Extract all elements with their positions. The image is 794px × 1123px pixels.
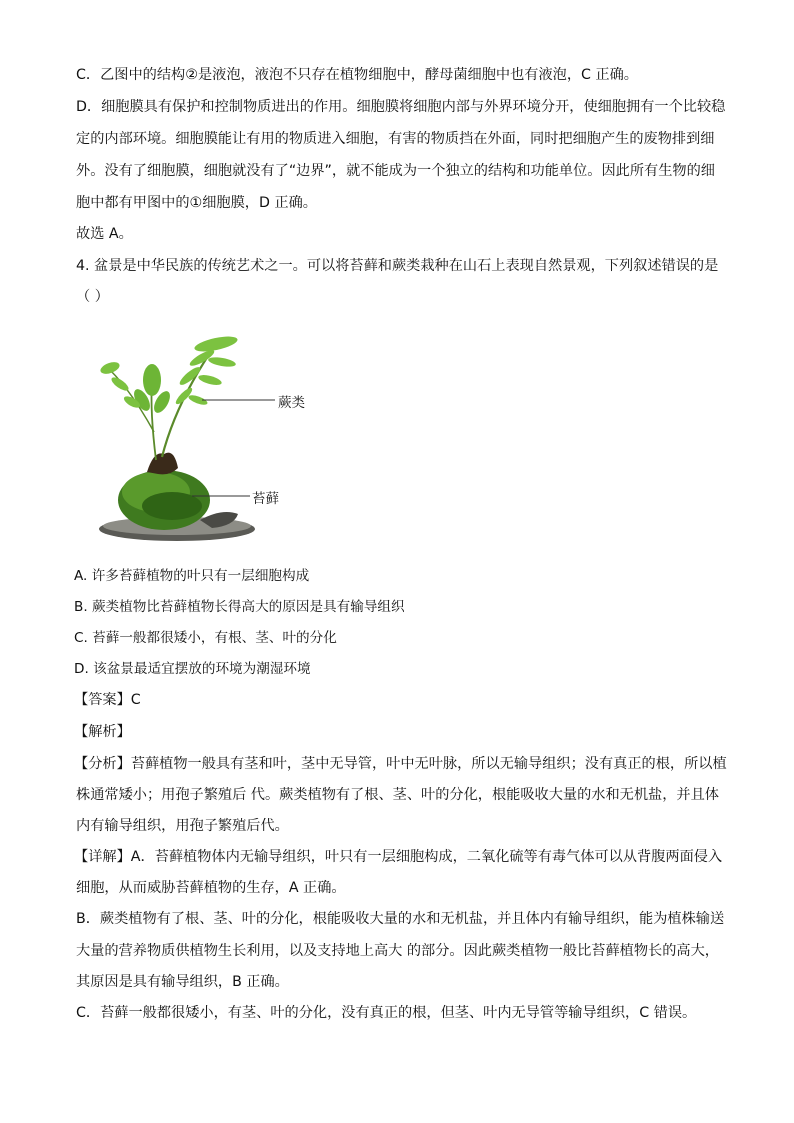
option-b: B. 蕨类植物比苔藓植物长得高大的原因是具有输导组织 xyxy=(74,599,405,615)
option-c: C. 苔藓一般都很矮小，有根、茎、叶的分化 xyxy=(74,630,337,646)
prev-option-c: C．乙图中的结构②是液泡，液泡不只存在植物细胞中，酵母菌细胞中也有液泡，C 正确。 xyxy=(76,67,638,83)
analysis-detail-line1: 【详解】A．苔藓植物体内无输导组织，叶只有一层细胞构成，二氧化硫等有毒气体可以从背腹两面侵入 xyxy=(74,849,723,865)
question-stem-bracket: （ ） xyxy=(76,289,109,305)
answer-value: C xyxy=(130,692,141,708)
prev-option-d-line2: 定的内部环境。细胞膜能让有用的物质进入细胞，有害的物质挡在外面，同时把细胞产生的废物排到细 xyxy=(76,131,715,147)
prev-option-d-line3: 外。没有了细胞膜，细胞就没有了“边界”，就不能成为一个独立的结构和功能单位。因此所有生物的细 xyxy=(76,163,715,179)
analysis-heading: 【解析】 xyxy=(74,724,131,740)
analysis-b-line3: 其原因是具有输导组织，B 正确。 xyxy=(76,974,289,990)
prev-conclusion: 故选 A。 xyxy=(76,226,133,242)
bonsai-figure xyxy=(92,322,322,552)
analysis-fenxi-line1: 【分析】苔藓植物一般具有茎和叶，茎中无导管，叶中无叶脉，所以无输导组织；没有真正的根，所以植 xyxy=(74,756,727,772)
option-a: A. 许多苔藓植物的叶只有一层细胞构成 xyxy=(74,568,310,584)
analysis-c-line1: C．苔藓一般都很矮小，有茎、叶的分化，没有真正的根，但茎、叶内无导管等输导组织，C 错误。 xyxy=(76,1005,697,1021)
answer-label: 【答案】 xyxy=(74,692,131,708)
analysis-b-line1: B．蕨类植物有了根、茎、叶的分化，根能吸收大量的水和无机盐，并且体内有输导组织，能为植株输送 xyxy=(76,911,725,927)
answer-line xyxy=(74,690,141,710)
option-d: D. 该盆景最适宜摆放的环境为潮湿环境 xyxy=(74,661,311,677)
prev-option-d-line1: D．细胞膜具有保护和控制物质进出的作用。细胞膜将细胞内部与外界环境分开，使细胞拥有一个比较稳 xyxy=(76,99,726,115)
fern-label: 蕨类 xyxy=(278,395,305,411)
analysis-fenxi-line3: 内有输导组织，用孢子繁殖后代。 xyxy=(76,818,289,834)
question-stem-line1: 4. 盆景是中华民族的传统艺术之一。可以将苔藓和蕨类栽种在山石上表现自然景观，下列叙述错误的是 xyxy=(76,258,719,274)
bonsai-illustration xyxy=(92,322,322,552)
analysis-detail-line2: 细胞，从而威胁苔藓植物的生存，A 正确。 xyxy=(76,880,346,896)
moss-label: 苔藓 xyxy=(252,491,279,507)
prev-option-d-line4: 胞中都有甲图中的①细胞膜，D 正确。 xyxy=(76,195,317,211)
analysis-b-line2: 大量的营养物质供植物生长利用，以及支持地上高大 的部分。因此蕨类植物一般比苔藓植物长的高大， xyxy=(76,943,719,959)
analysis-fenxi-line2: 株通常矮小；用孢子繁殖后 代。蕨类植物有了根、茎、叶的分化，根能吸收大量的水和无机盐，并且体 xyxy=(76,787,719,803)
